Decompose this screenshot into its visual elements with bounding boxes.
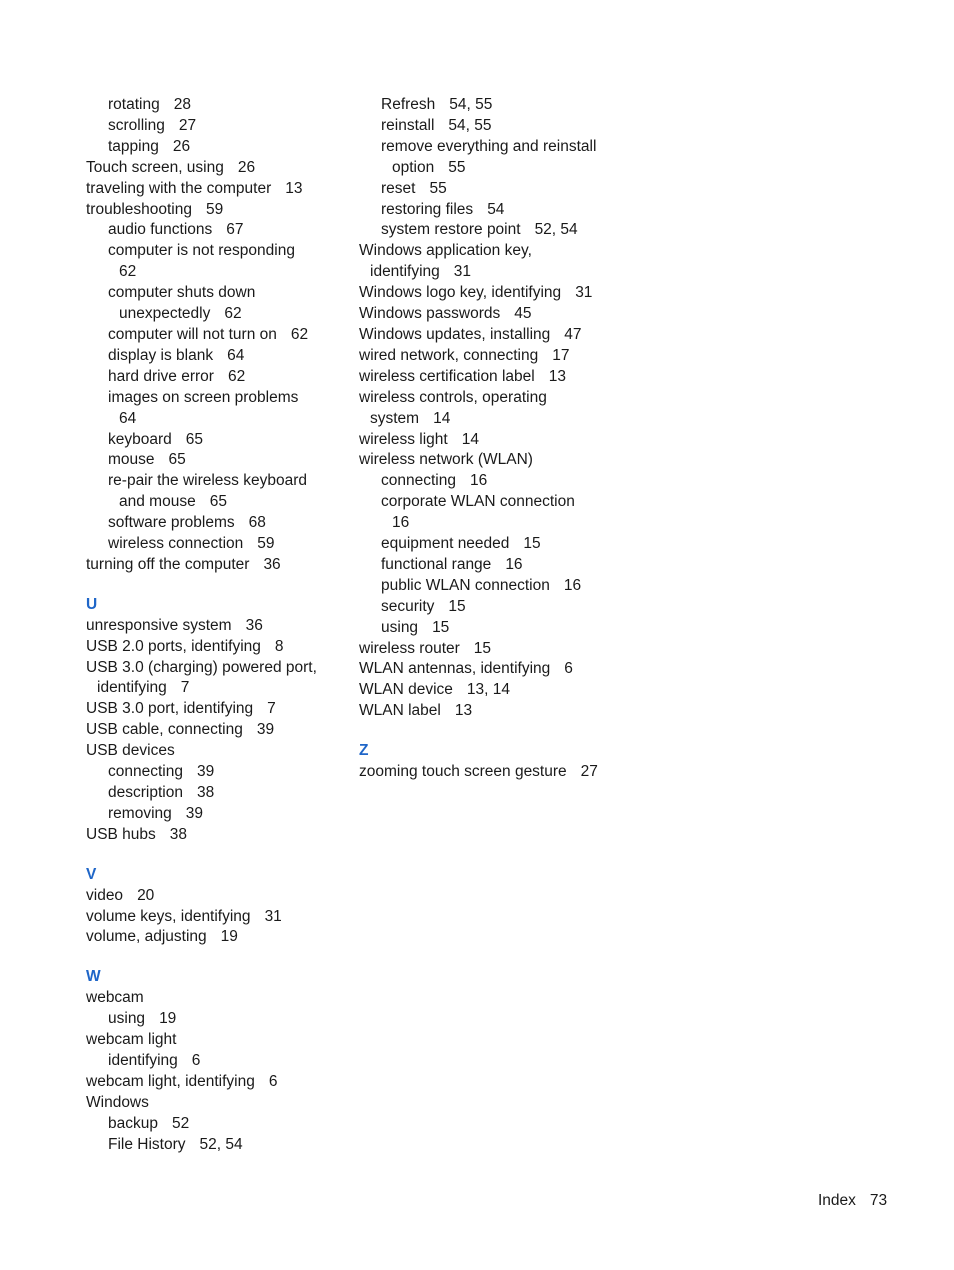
entry-page-numbers: 52 bbox=[171, 1114, 190, 1132]
entry-term: Windows bbox=[86, 1093, 149, 1111]
entry-term: backup bbox=[108, 1114, 158, 1132]
entry-continuation bbox=[86, 678, 336, 699]
entry-continuation bbox=[381, 513, 619, 534]
entry-page-numbers: 16 bbox=[563, 576, 582, 594]
index-entry bbox=[359, 346, 619, 367]
index-subentry bbox=[359, 220, 619, 241]
index-subentry bbox=[86, 762, 336, 783]
entry-term: webcam light, identifying bbox=[86, 1072, 255, 1090]
index-entry bbox=[86, 699, 336, 720]
index-entry bbox=[359, 430, 619, 451]
index-subentry bbox=[86, 471, 336, 513]
entry-page-numbers: 15 bbox=[432, 618, 450, 636]
entry-term: display is blank bbox=[108, 346, 214, 364]
entry-page-numbers: 62 bbox=[119, 263, 137, 281]
index-subentry bbox=[86, 346, 336, 367]
index-subentry bbox=[359, 492, 619, 534]
entry-term: zooming touch screen gesture bbox=[359, 763, 567, 781]
entry-continuation bbox=[381, 158, 619, 179]
footer-label: Index bbox=[818, 1192, 856, 1209]
index-entry bbox=[86, 616, 336, 637]
entry-term: unresponsive system bbox=[86, 616, 232, 634]
entry-term: computer is not responding bbox=[108, 242, 295, 260]
entry-continuation bbox=[108, 262, 336, 283]
entry-term: mouse bbox=[108, 451, 155, 469]
index-subentry bbox=[86, 430, 336, 451]
entry-page-numbers: 52, 54 bbox=[199, 1135, 243, 1153]
entry-term: identifying bbox=[108, 1051, 178, 1069]
entry-term: public WLAN connection bbox=[381, 576, 550, 594]
entry-page-numbers: 36 bbox=[263, 555, 281, 573]
entry-page-numbers: 39 bbox=[185, 804, 203, 822]
entry-page-numbers: 6 bbox=[268, 1072, 278, 1090]
entry-page-numbers: 19 bbox=[220, 928, 238, 946]
entry-page-numbers: 59 bbox=[206, 200, 224, 218]
section-letter-heading: U bbox=[86, 595, 98, 613]
entry-term: corporate WLAN connection bbox=[381, 493, 575, 511]
entry-page-numbers: 13, 14 bbox=[466, 681, 511, 699]
entry-term: USB 3.0 port, identifying bbox=[86, 700, 254, 718]
entry-page-numbers: 15 bbox=[448, 597, 466, 615]
index-subentry bbox=[86, 95, 336, 116]
entry-term: Windows updates, installing bbox=[359, 325, 551, 343]
entry-term: USB 3.0 (charging) powered port, bbox=[86, 658, 317, 676]
entry-term: connecting bbox=[381, 472, 456, 490]
entry-term: USB 2.0 ports, identifying bbox=[86, 637, 261, 655]
entry-term-continued: identifying bbox=[97, 679, 167, 697]
index-entry bbox=[359, 241, 619, 283]
entry-page-numbers: 13 bbox=[285, 179, 303, 197]
index-entry bbox=[359, 304, 619, 325]
entry-term: reinstall bbox=[381, 116, 435, 134]
index-subentry bbox=[86, 367, 336, 388]
index-subentry bbox=[359, 200, 619, 221]
entry-term: connecting bbox=[108, 763, 183, 781]
entry-term-continued: identifying bbox=[370, 263, 440, 281]
index-subentry bbox=[86, 534, 336, 555]
entry-page-numbers: 68 bbox=[248, 514, 266, 532]
entry-term: using bbox=[381, 618, 419, 636]
index-subentry bbox=[86, 1114, 336, 1135]
entry-term-continued: option bbox=[392, 158, 435, 176]
entry-term: removing bbox=[108, 804, 172, 822]
entry-page-numbers: 6 bbox=[191, 1051, 201, 1069]
entry-page-numbers: 27 bbox=[178, 116, 197, 134]
entry-page-numbers: 15 bbox=[473, 639, 492, 657]
entry-term: USB devices bbox=[86, 742, 175, 760]
entry-term: re-pair the wireless keyboard bbox=[108, 472, 308, 490]
index-subentry bbox=[359, 471, 619, 492]
entry-page-numbers: 14 bbox=[461, 430, 479, 448]
entry-term: Windows logo key, identifying bbox=[359, 284, 562, 302]
index-subentry bbox=[86, 1051, 336, 1072]
entry-term: Windows passwords bbox=[359, 305, 501, 323]
entry-term: keyboard bbox=[108, 430, 172, 448]
entry-page-numbers: 38 bbox=[196, 784, 215, 801]
entry-term-continued: system bbox=[370, 409, 420, 427]
entry-page-numbers: 65 bbox=[168, 451, 186, 469]
index-subentry bbox=[86, 1135, 336, 1156]
entry-term: traveling with the computer bbox=[86, 179, 272, 197]
index-entry bbox=[359, 701, 619, 722]
index-entry bbox=[359, 367, 619, 388]
index-entry bbox=[86, 741, 336, 762]
index-subentry bbox=[86, 220, 336, 241]
entry-page-numbers: 54, 55 bbox=[448, 116, 492, 134]
entry-term: wireless connection bbox=[108, 535, 244, 553]
index-entry bbox=[86, 158, 336, 179]
entry-page-numbers: 64 bbox=[119, 409, 137, 427]
entry-page-numbers: 55 bbox=[448, 158, 466, 176]
entry-page-numbers: 7 bbox=[267, 700, 276, 718]
entry-term: webcam light bbox=[86, 1031, 177, 1049]
entry-term: functional range bbox=[381, 555, 492, 573]
entry-page-numbers: 27 bbox=[580, 763, 598, 781]
entry-page-numbers: 16 bbox=[469, 472, 488, 490]
index-subentry bbox=[359, 137, 619, 179]
entry-page-numbers: 62 bbox=[290, 325, 309, 343]
entry-page-numbers: 39 bbox=[196, 763, 215, 781]
entry-term-continued: unexpectedly bbox=[119, 305, 211, 323]
entry-term: restoring files bbox=[381, 200, 474, 218]
entry-page-numbers: 8 bbox=[274, 637, 284, 655]
index-subentry bbox=[86, 783, 336, 804]
index-entry bbox=[86, 1072, 336, 1093]
entry-term: audio functions bbox=[108, 221, 213, 239]
entry-page-numbers: 64 bbox=[227, 346, 245, 364]
entry-term: system restore point bbox=[381, 221, 521, 239]
entry-page-numbers: 31 bbox=[453, 263, 472, 281]
index-entry bbox=[86, 658, 336, 700]
index-subentry bbox=[359, 116, 619, 137]
entry-page-numbers: 59 bbox=[257, 535, 275, 553]
index-subentry bbox=[86, 513, 336, 534]
index-entry bbox=[86, 200, 336, 221]
entry-page-numbers: 20 bbox=[137, 886, 155, 904]
index-column-left bbox=[86, 95, 336, 1156]
entry-term: USB hubs bbox=[86, 825, 156, 843]
entry-term: images on screen problems bbox=[108, 388, 299, 406]
index-subentry bbox=[86, 116, 336, 137]
entry-continuation bbox=[108, 409, 336, 430]
entry-term: computer will not turn on bbox=[108, 325, 277, 343]
index-subentry bbox=[86, 450, 336, 471]
entry-continuation bbox=[108, 304, 336, 325]
entry-continuation bbox=[359, 262, 619, 283]
index-subentry bbox=[86, 1009, 336, 1030]
index-subentry bbox=[359, 555, 619, 576]
entry-page-numbers: 65 bbox=[209, 493, 227, 511]
entry-page-numbers: 65 bbox=[185, 430, 204, 448]
index-subentry bbox=[86, 388, 336, 430]
entry-term: Touch screen, using bbox=[86, 158, 224, 176]
index-entry bbox=[86, 907, 336, 928]
entry-term: description bbox=[108, 784, 183, 801]
entry-page-numbers: 39 bbox=[256, 721, 275, 739]
entry-page-numbers: 26 bbox=[172, 137, 191, 155]
entry-term: File History bbox=[108, 1135, 186, 1153]
entry-term: using bbox=[108, 1010, 146, 1028]
entry-term: remove everything and reinstall bbox=[381, 137, 597, 155]
index-entry bbox=[359, 659, 619, 680]
index-subentry bbox=[86, 325, 336, 346]
entry-term: volume, adjusting bbox=[86, 928, 207, 946]
index-subentry bbox=[359, 576, 619, 597]
entry-page-numbers: 13 bbox=[548, 367, 566, 385]
entry-page-numbers: 45 bbox=[514, 305, 532, 323]
entry-term: turning off the computer bbox=[86, 555, 250, 573]
entry-page-numbers: 62 bbox=[227, 367, 246, 385]
entry-term: wireless controls, operating bbox=[359, 388, 547, 406]
entry-term: hard drive error bbox=[108, 367, 214, 385]
entry-page-numbers: 55 bbox=[429, 179, 447, 197]
footer-page-number: 73 bbox=[869, 1192, 888, 1209]
entry-term: computer shuts down bbox=[108, 284, 256, 302]
entry-term: wireless certification label bbox=[359, 367, 535, 385]
index-entry bbox=[359, 388, 619, 430]
index-entry bbox=[86, 637, 336, 658]
entry-page-numbers: 17 bbox=[552, 346, 570, 364]
entry-term: rotating bbox=[108, 96, 160, 113]
entry-term: Refresh bbox=[381, 96, 436, 113]
index-entry bbox=[359, 762, 619, 783]
entry-term: WLAN antennas, identifying bbox=[359, 660, 551, 678]
index-entry bbox=[86, 1093, 336, 1114]
index-subentry bbox=[359, 618, 619, 639]
index-column-right bbox=[359, 95, 619, 783]
entry-term: wired network, connecting bbox=[359, 346, 539, 364]
entry-continuation bbox=[359, 409, 619, 430]
index-subentry bbox=[86, 283, 336, 325]
entry-term: WLAN label bbox=[359, 702, 441, 720]
entry-term: reset bbox=[381, 179, 416, 197]
entry-term: troubleshooting bbox=[86, 200, 192, 218]
entry-page-numbers: 26 bbox=[237, 158, 256, 176]
entry-page-numbers: 36 bbox=[245, 616, 263, 634]
section-letter-heading: V bbox=[86, 865, 97, 883]
index-entry bbox=[359, 680, 619, 701]
entry-term: tapping bbox=[108, 137, 159, 155]
entry-page-numbers: 67 bbox=[226, 221, 244, 239]
entry-page-numbers: 47 bbox=[564, 325, 582, 343]
entry-term: video bbox=[86, 886, 124, 904]
entry-page-numbers: 62 bbox=[224, 305, 242, 323]
entry-page-numbers: 16 bbox=[392, 514, 410, 532]
section-letter-heading: W bbox=[86, 968, 101, 986]
entry-term: equipment needed bbox=[381, 535, 510, 553]
index-entry bbox=[86, 988, 336, 1009]
entry-page-numbers: 54, 55 bbox=[449, 96, 493, 113]
entry-page-numbers: 28 bbox=[173, 96, 191, 113]
entry-page-numbers: 52, 54 bbox=[534, 221, 578, 239]
entry-continuation bbox=[108, 492, 336, 513]
index-subentry bbox=[86, 137, 336, 158]
index-entry bbox=[86, 179, 336, 200]
index-entry bbox=[86, 720, 336, 741]
index-entry bbox=[86, 555, 336, 576]
entry-page-numbers: 38 bbox=[169, 825, 188, 843]
entry-term: wireless light bbox=[359, 430, 448, 448]
index-entry bbox=[86, 927, 336, 948]
entry-term: USB cable, connecting bbox=[86, 721, 243, 739]
entry-term: volume keys, identifying bbox=[86, 907, 251, 925]
entry-page-numbers: 7 bbox=[180, 679, 190, 697]
entry-term-continued: and mouse bbox=[119, 493, 196, 511]
entry-term: wireless router bbox=[359, 639, 460, 657]
entry-term: scrolling bbox=[108, 116, 165, 134]
entry-term: Windows application key, bbox=[359, 242, 532, 260]
index-subentry bbox=[359, 95, 619, 116]
index-entry bbox=[359, 325, 619, 346]
entry-term: software problems bbox=[108, 514, 235, 532]
entry-page-numbers: 54 bbox=[487, 200, 505, 218]
entry-term: webcam bbox=[86, 989, 144, 1007]
index-subentry bbox=[86, 241, 336, 283]
entry-page-numbers: 16 bbox=[505, 555, 523, 573]
entry-page-numbers: 31 bbox=[575, 284, 593, 302]
entry-page-numbers: 31 bbox=[264, 907, 282, 925]
index-subentry bbox=[359, 179, 619, 200]
index-subentry bbox=[359, 597, 619, 618]
index-entry bbox=[359, 639, 619, 660]
entry-page-numbers: 15 bbox=[523, 535, 541, 553]
index-subentry bbox=[359, 534, 619, 555]
index-entry bbox=[86, 825, 336, 846]
entry-term: wireless network (WLAN) bbox=[359, 451, 533, 469]
section-letter-heading: Z bbox=[359, 742, 369, 760]
index-entry bbox=[86, 886, 336, 907]
page-footer bbox=[818, 1191, 887, 1211]
index-entry bbox=[359, 450, 619, 471]
entry-page-numbers: 6 bbox=[564, 660, 573, 678]
entry-page-numbers: 14 bbox=[433, 409, 451, 427]
entry-page-numbers: 19 bbox=[159, 1010, 177, 1028]
index-entry bbox=[86, 1030, 336, 1051]
entry-term: WLAN device bbox=[359, 681, 453, 699]
index-subentry bbox=[86, 804, 336, 825]
entry-term: security bbox=[381, 597, 435, 615]
entry-page-numbers: 13 bbox=[454, 702, 473, 720]
index-entry bbox=[359, 283, 619, 304]
